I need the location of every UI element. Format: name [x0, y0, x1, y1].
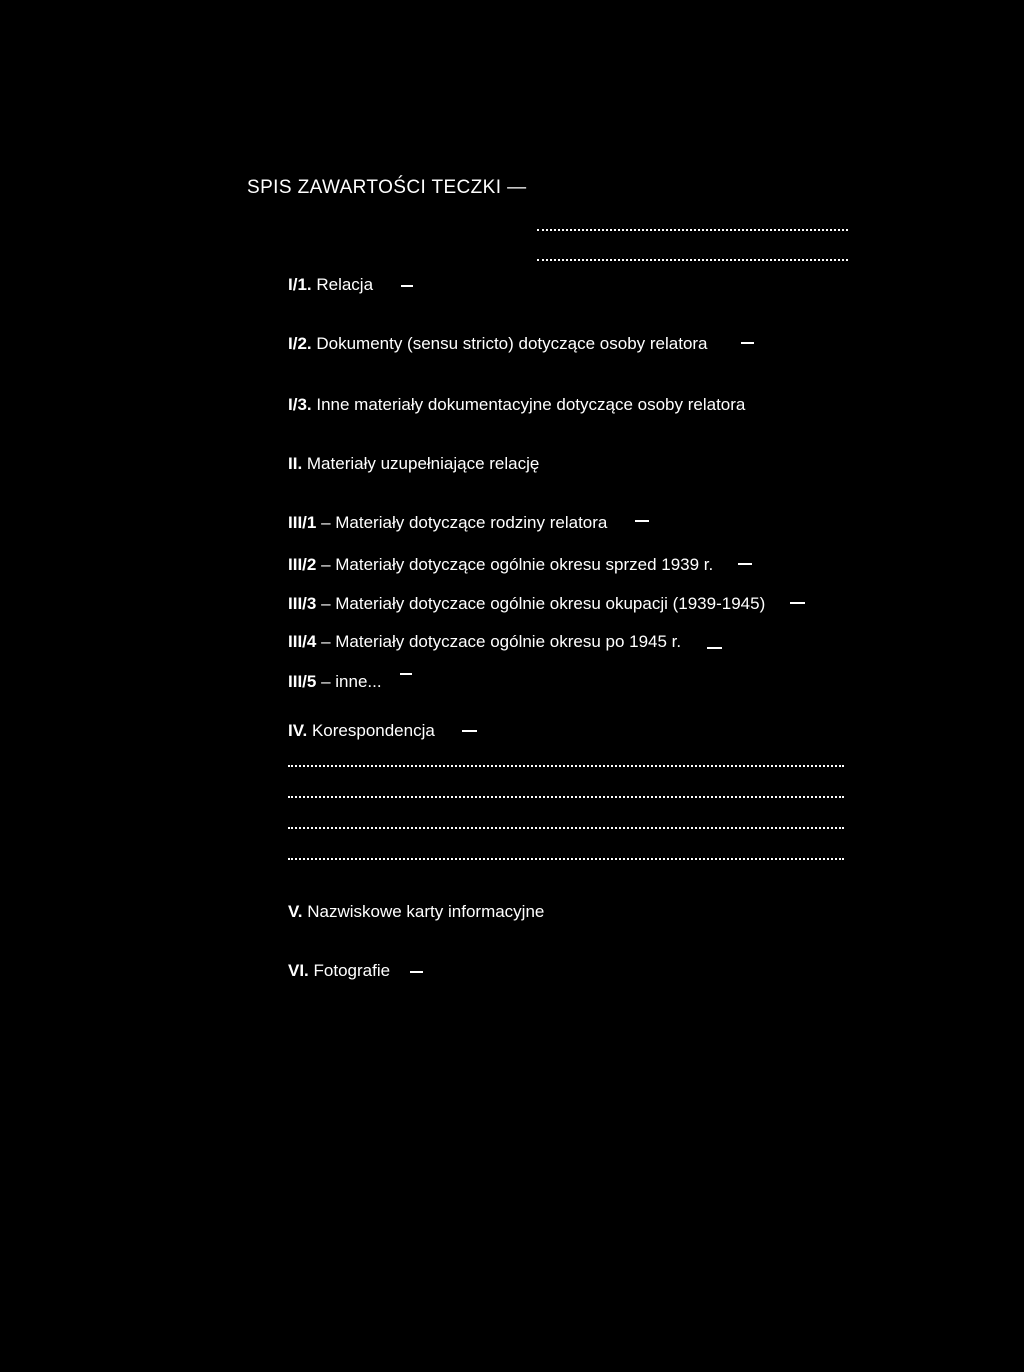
- item-number: VI.: [288, 961, 309, 980]
- item-number: II.: [288, 454, 303, 473]
- dash-mark: [400, 673, 412, 675]
- item-text: Fotografie: [308, 961, 391, 980]
- item-number: I/1.: [288, 275, 312, 294]
- dash-mark: [635, 520, 649, 522]
- dash-mark: [790, 602, 805, 604]
- item-text: Relacja: [311, 275, 374, 294]
- item-number: I/3.: [288, 395, 312, 414]
- list-item: [288, 513, 607, 533]
- item-text: – Materiały dotyczace ogólnie okresu okupacji (1939-1945): [316, 594, 766, 613]
- item-text: – inne...: [316, 672, 382, 691]
- item-number: III/2: [288, 555, 317, 574]
- dash-mark: [410, 971, 423, 973]
- document-title: SPIS ZAWARTOŚCI TECZKI —: [247, 177, 527, 198]
- list-item: [288, 961, 390, 981]
- list-item: [288, 395, 745, 415]
- dash-mark: [707, 647, 722, 649]
- item-text: Inne materiały dokumentacyjne dotyczące osoby relatora: [311, 395, 746, 414]
- dotted-line: [288, 858, 844, 860]
- item-text: – Materiały dotyczace ogólnie okresu po 1945 r.: [316, 632, 682, 651]
- list-item: [288, 902, 544, 922]
- item-text: Korespondencja: [307, 721, 435, 740]
- dash-mark: [741, 342, 754, 344]
- list-item: [288, 721, 435, 741]
- item-number: III/1: [288, 513, 317, 532]
- dotted-line: [537, 229, 848, 231]
- dotted-line: [537, 259, 848, 261]
- item-text: Materiały uzupełniające relację: [302, 454, 540, 473]
- dash-mark: [738, 563, 752, 565]
- list-item: [288, 594, 765, 614]
- item-text: – Materiały dotyczące rodziny relatora: [316, 513, 608, 532]
- list-item: [288, 672, 382, 692]
- list-item: [288, 454, 539, 474]
- item-text: Dokumenty (sensu stricto) dotyczące osoby relatora: [311, 334, 708, 353]
- list-item: [288, 275, 373, 295]
- item-number: III/4: [288, 632, 317, 651]
- list-item: [288, 632, 681, 652]
- item-number: V.: [288, 902, 303, 921]
- dash-mark: [462, 730, 477, 732]
- item-text: Nazwiskowe karty informacyjne: [302, 902, 545, 921]
- item-number: III/3: [288, 594, 317, 613]
- list-item: [288, 334, 708, 354]
- dotted-line: [288, 796, 844, 798]
- item-number: I/2.: [288, 334, 312, 353]
- dotted-line: [288, 765, 844, 767]
- list-item: [288, 555, 713, 575]
- item-number: IV.: [288, 721, 308, 740]
- dash-mark: [401, 285, 413, 287]
- item-text: – Materiały dotyczące ogólnie okresu sprzed 1939 r.: [316, 555, 714, 574]
- dotted-line: [288, 827, 844, 829]
- item-number: III/5: [288, 672, 317, 691]
